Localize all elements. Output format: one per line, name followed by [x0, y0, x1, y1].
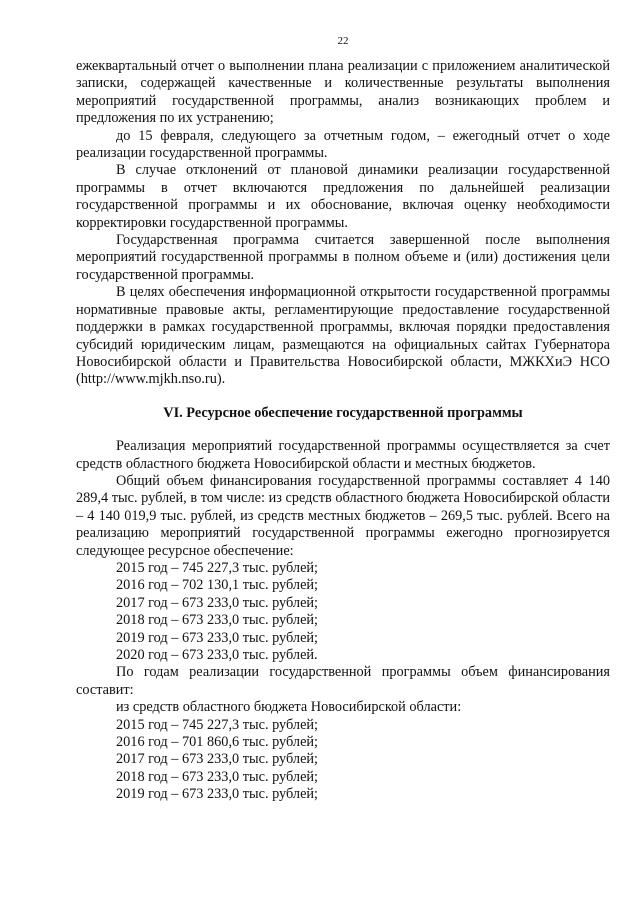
page-number: 22 — [337, 35, 349, 47]
paragraph-completion: Государственная программа считается завершенной после выполнения мероприятий государственной программы в полном объеме и (или) достижения цели государственной программы. — [76, 232, 610, 283]
paragraph-funding-sources: Реализация мероприятий государственной программы осуществляется за счет средств областного бюджета Новосибирской области и местных бюджетов. — [76, 438, 610, 472]
list-item: 2015 год – 745 227,3 тыс. рублей; — [116, 716, 319, 733]
paragraph-by-years: По годам реализации государственной программы объем финансирования составит: — [76, 664, 610, 698]
regional-budget-label: из средств областного бюджета Новосибирской области: — [116, 699, 462, 716]
paragraph-quarterly-report: ежеквартальный отчет о выполнении плана реализации с приложением аналитической записки, содержащей качественные и количественные результаты выполнения мероприятий государственной программы, анализ возникающих проблем и предложения по их устранению; — [76, 58, 610, 127]
list-item: 2017 год – 673 233,0 тыс. рублей; — [116, 751, 319, 768]
paragraph-deviations: В случае отклонений от плановой динамики реализации государственной программы в отчет включаются предложения по дальнейшей реализации государственной программы и их обоснование, включая оценку необходимости корректировки государственной программы. — [76, 162, 610, 231]
list-item: 2016 год – 701 860,6 тыс. рублей; — [116, 734, 319, 751]
list-item: 2019 год – 673 233,0 тыс. рублей; — [116, 786, 319, 803]
list-item: 2020 год – 673 233,0 тыс. рублей. — [116, 647, 318, 663]
list-item: 2018 год – 673 233,0 тыс. рублей; — [116, 768, 319, 785]
list-item: 2017 год – 673 233,0 тыс. рублей; — [116, 594, 319, 611]
paragraph-total-funding: Общий объем финансирования государственной программы составляет 4 140 289,4 тыс. рублей, в том числе: из средств областного бюджета Новосибирской области – 4 140 019,9 тыс. рублей, из средств местных бюджетов – 269,5 тыс. рублей. Всего на реализацию мероприятий государственной программы ежегодно прогнозируется следующее ресурсное обеспечение: — [76, 472, 610, 559]
list-item: 2015 год – 745 227,3 тыс. рублей; — [116, 559, 319, 576]
list-item: 2019 год – 673 233,0 тыс. рублей; — [116, 629, 319, 646]
list-item: 2018 год – 673 233,0 тыс. рублей; — [116, 612, 319, 629]
paragraph-openness: В целях обеспечения информационной открытости государственной программы нормативные правовые акты, регламентирующие предоставление государственной поддержки в рамках государственной программы, включая порядки предоставления субсидий юридическим лицам, размещаются на официальных сайтах Губернатора Новосибирской области и Правительства Новосибирской области, МЖКХиЭ НСО (http://www.mjkh.nso.ru). — [76, 284, 610, 388]
document-page — [76, 34, 610, 804]
annual-totals-list — [76, 560, 610, 664]
paragraph-annual-report: до 15 февраля, следующего за отчетным годом, – ежегодный отчет о ходе реализации государственной программы. — [76, 127, 610, 162]
section-heading: VI. Ресурсное обеспечение государственной программы — [163, 404, 523, 421]
list-item: 2016 год – 702 130,1 тыс. рублей; — [116, 577, 319, 594]
regional-budget-list — [76, 717, 610, 804]
